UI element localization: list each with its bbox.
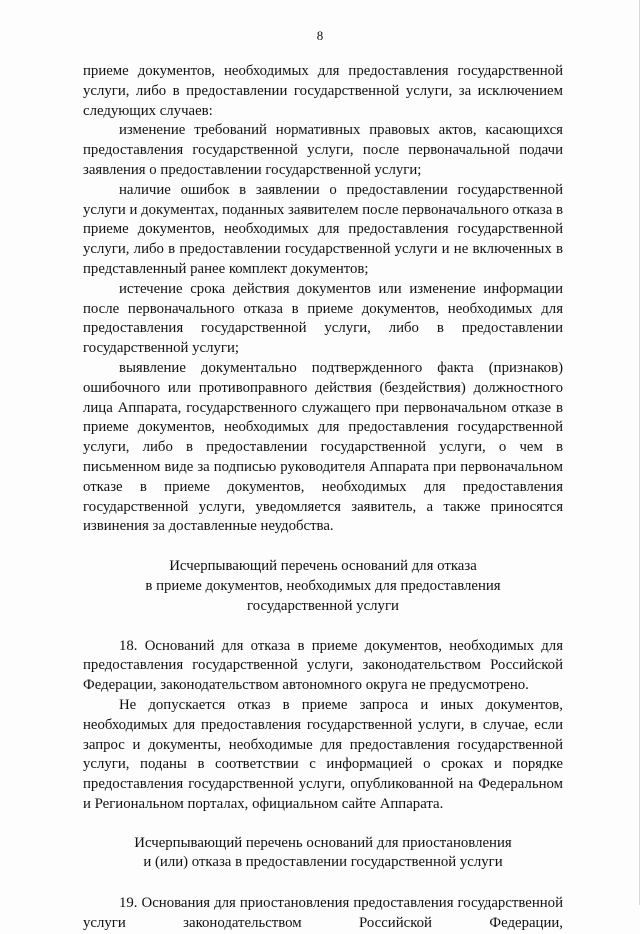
document-body — [83, 62, 563, 934]
section-heading-suspension-grounds — [83, 834, 563, 874]
paragraph-item-19: 19. Основания для приостановления предоставления государственной услуги законодательством Российской Федерации, — [83, 895, 563, 932]
paragraph-case-requirements-change: изменение требований нормативных правовых актов, касающихся предоставления государственной услуги, после первоначальной подачи заявления о предоставлении государственной услуги; — [83, 122, 563, 178]
paragraph-case-errors: наличие ошибок в заявлении о предоставлении государственной услуги и документах, поданных заявителем после первоначального отказа в приеме документов, необходимых для предоставления государственной услуги, либо в предоставлении государственной услуги и не включенных в представленный ранее комплект документов; — [83, 181, 563, 277]
paragraph-case-misconduct: выявление документально подтвержденного факта (признаков) ошибочного или противоправного действия (бездействия) должностного лица Аппарата, государственного служащего при первоначальном отказе в приеме документов, необходимых для предоставления государственной услуги, либо в предоставлении государственной услуги, о чем в письменном виде за подписью руководителя Аппарата при первоначальном отказе в приеме документов, необходимых для предоставления государственной услуги, уведомляется заявитель, а также приносятся извинения за доставленные неудобства. — [83, 359, 563, 535]
section-heading-refusal-grounds — [83, 557, 563, 616]
paragraph-item-18: 18. Оснований для отказа в приеме документов, необходимых для предоставления государственной услуги, законодательством Российской Федерации, законодательством автономного округа не предусмотрено. — [83, 637, 563, 694]
heading-line: в приеме документов, необходимых для предоставления — [145, 577, 501, 594]
page-number: 8 — [316, 28, 324, 43]
heading-line: и (или) отказа в предоставлении государственной услуги — [143, 854, 503, 871]
heading-line: Исчерпывающий перечень оснований для приостановления — [134, 834, 512, 851]
paragraph-case-expiry: истечение срока действия документов или изменение информации после первоначального отказа в приеме документов, необходимых для предоставления государственной услуги, либо в предоставлении государственной услуги; — [83, 280, 563, 357]
heading-line: Исчерпывающий перечень оснований для отказа — [169, 558, 477, 575]
heading-line: государственной услуги — [247, 597, 399, 614]
paragraph-no-refusal: Не допускается отказ в приеме запроса и иных документов, необходимых для предоставления государственной услуги, в случае, если запрос и документы, необходимые для предоставления государственной услуги, поданы в соответствии с информацией о сроках и порядке предоставления государственной услуги, опубликованной на Федеральном и Региональном порталах, официальном сайте Аппарата. — [83, 696, 563, 812]
paragraph-intro: приеме документов, необходимых для предоставления государственной услуги, либо в предоставлении государственной услуги, за исключением следующих случаев: — [83, 63, 563, 119]
